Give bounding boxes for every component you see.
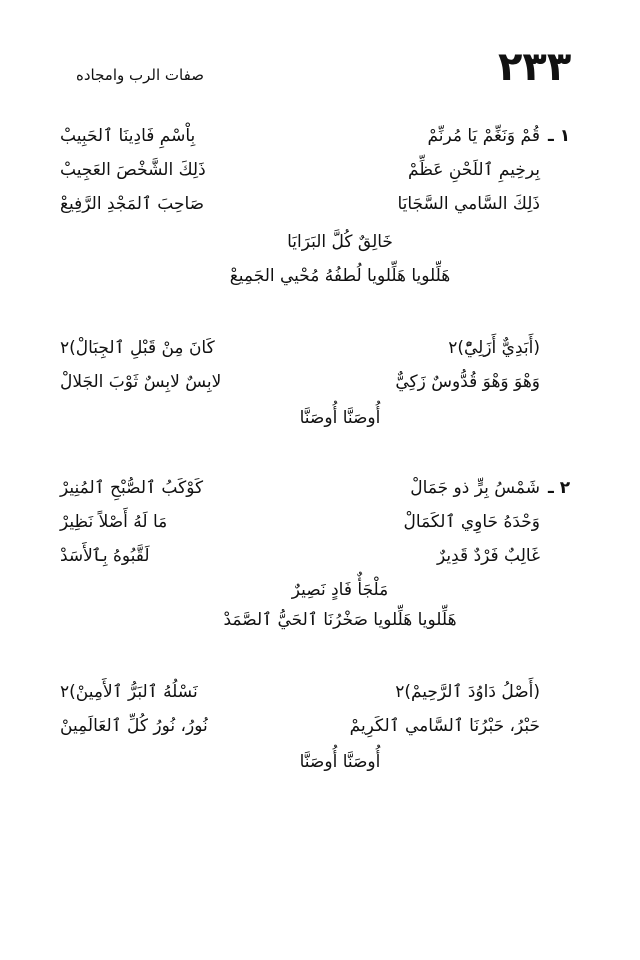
verse1-line3-left: صَاحِبَ ٱلمَجْدِ الرَّفِيعْ bbox=[60, 194, 205, 214]
verse1-line3 bbox=[60, 188, 580, 220]
verse2-line3-left: لَقَّبُوهُ بِٱلأَسَدْ bbox=[60, 546, 150, 566]
page-number: ٢٣٣ bbox=[498, 44, 572, 90]
verse2-line2-right: وَحْدَهُ حَاوِي ٱلكَمَالْ bbox=[403, 512, 540, 532]
chorus1-line1 bbox=[60, 332, 580, 364]
verse2-line3 bbox=[60, 540, 580, 572]
chorus2-refrain: أُوصَنَّا أُوصَنَّا bbox=[299, 752, 381, 772]
verse1-line1-right: قُمْ وَنَغِّمْ يَا مُرنِّمْ bbox=[427, 126, 540, 146]
verse1-hallelujah: هَلِّلويا هَلِّلويا لُطفُهُ مُحْيي الجَمِيعْ bbox=[229, 266, 451, 286]
chorus2-line1-right: (أَصْلُ دَاوُدَ ٱلرَّحِيمْ)٢ bbox=[395, 682, 540, 702]
verse2-line1-right: شَمْسُ بِرٍّ ذو جَمَالْ bbox=[410, 478, 540, 498]
verse2-line2-left: مَا لَهُ أَصْلاً نَظِيرْ bbox=[60, 512, 168, 532]
verse2-hallelujah: هَلِّلويا هَلِّلويا صَخْرُنَا ٱلحَيُّ ٱلصَّمَدْ bbox=[223, 610, 457, 630]
verse1-line2-left: ذَلِكَ الشَّخْصَ العَجِيبْ bbox=[60, 160, 206, 180]
chorus2-line1 bbox=[60, 676, 580, 708]
verse2-line2 bbox=[60, 506, 580, 538]
verse2-number: ٢ ـ bbox=[548, 478, 571, 498]
chorus1-line1-right: (أَبَدِيٌّ أَزَلِيّْ)٢ bbox=[448, 338, 540, 358]
verse1-line2 bbox=[60, 154, 580, 186]
verse2-line1 bbox=[60, 472, 580, 504]
chorus2-line2 bbox=[60, 710, 580, 742]
verse1-line1 bbox=[60, 120, 580, 152]
chorus2-line1-left: نَسْلُهُ ٱلبَرُّ ٱلأَمِينْ)٢ bbox=[60, 682, 198, 702]
chorus2-line2-left: نُورُ، نُورُ كُلِّ ٱلعَالَمِينْ bbox=[60, 716, 208, 736]
verse1-line3-right: ذَلِكَ السَّامي السَّجَايَا bbox=[397, 194, 540, 214]
verse2-line4: مَلْجَأٌ فَادٍ نَصِيرٌ bbox=[291, 580, 389, 600]
chorus1-line2 bbox=[60, 366, 580, 398]
verse1-line4: خَالِقٌ كُلَّ البَرَايَا bbox=[287, 232, 393, 252]
chorus1-refrain: أُوصَنَّا أُوصَنَّا bbox=[299, 408, 381, 428]
verse1-number: ١ ـ bbox=[548, 126, 571, 146]
verse1-line2-right: بِرخِيمِ ٱللَحْنِ عَظِّمْ bbox=[408, 160, 540, 180]
chorus1-line1-left: كَانَ مِنْ قَبْلِ ٱلجِبَالْ)٢ bbox=[60, 338, 215, 358]
verse2-line1-left: كَوْكَبُ ٱلصُّبْحِ ٱلمُنِيرْ bbox=[60, 478, 204, 498]
page-header-title: صفات الرب وامجاده bbox=[76, 66, 204, 84]
verse1-line1-left: بِاْسْمِ فَادِينَا ٱلحَبِيبْ bbox=[60, 126, 196, 146]
chorus1-line2-left: لابِسٌ لابِسٌ ثَوْبَ الجَلالْ bbox=[60, 372, 222, 392]
chorus2-line2-right: حَبْرُ، حَبْرُنَا ٱلسَّامي ٱلكَرِيمْ bbox=[349, 716, 540, 736]
verse2-line3-right: غَالِبٌ فَرْدٌ قَدِيرٌ bbox=[437, 546, 540, 566]
chorus1-line2-right: وَهْوَ وَهْوَ قُدُّوسٌ زَكِيٌّ bbox=[395, 372, 540, 392]
